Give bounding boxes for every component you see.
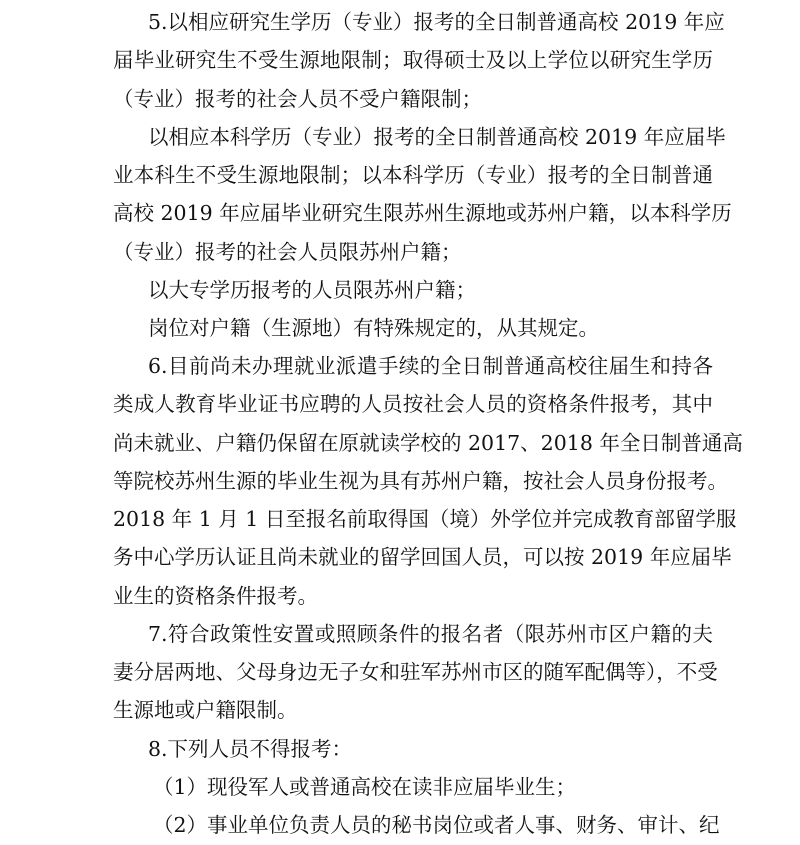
text-line: 业生的资格条件报考。 bbox=[113, 584, 318, 608]
text-line: 届毕业研究生不受生源地限制；取得硕士及以上学位以研究生学历 bbox=[113, 48, 713, 72]
text-line: （专业）报考的社会人员限苏州户籍； bbox=[113, 240, 462, 264]
text-line: 尚未就业、户籍仍保留在原就读学校的 2017、2018 年全日制普通高 bbox=[113, 431, 743, 455]
text-line: 等院校苏州生源的毕业生视为具有苏州户籍，按社会人员身份报考。 bbox=[113, 469, 728, 493]
text-line: 类成人教育毕业证书应聘的人员按社会人员的资格条件报考，其中 bbox=[113, 392, 713, 416]
text-line: 生源地或户籍限制。 bbox=[113, 698, 298, 722]
text-line: 岗位对户籍（生源地）有特殊规定的，从其规定。 bbox=[148, 316, 599, 340]
text-line: （专业）报考的社会人员不受户籍限制； bbox=[113, 87, 482, 111]
text-line: 以大专学历报考的人员限苏州户籍； bbox=[148, 278, 476, 302]
text-line: 5.以相应研究生学历（专业）报考的全日制普通高校 2019 年应 bbox=[148, 10, 725, 34]
text-line: （1）现役军人或普通高校在读非应届毕业生； bbox=[153, 775, 577, 799]
text-line: 高校 2019 年应届毕业研究生限苏州生源地或苏州户籍，以本科学历 bbox=[113, 201, 732, 225]
text-line: 8.下列人员不得报考： bbox=[148, 737, 353, 761]
text-line: 7.符合政策性安置或照顾条件的报名者（限苏州市区户籍的夫 bbox=[148, 622, 713, 646]
text-line: 务中心学历认证且尚未就业的留学回国人员，可以按 2019 年应届毕 bbox=[113, 545, 732, 569]
text-line: 6.目前尚未办理就业派遣手续的全日制普通高校往届生和持各 bbox=[148, 354, 713, 378]
text-line: 2018 年 1 月 1 日至报名前取得国（境）外学位并完成教育部留学服 bbox=[113, 507, 737, 531]
text-line: （2）事业单位负责人员的秘书岗位或者人事、财务、审计、纪 bbox=[153, 813, 720, 837]
text-line: 业本科生不受生源地限制；以本科学历（专业）报考的全日制普通 bbox=[113, 163, 713, 187]
text-line: 以相应本科学历（专业）报考的全日制普通高校 2019 年应届毕 bbox=[148, 125, 726, 149]
text-line: 妻分居两地、父母身边无子女和驻军苏州市区的随军配偶等），不受 bbox=[113, 660, 718, 684]
